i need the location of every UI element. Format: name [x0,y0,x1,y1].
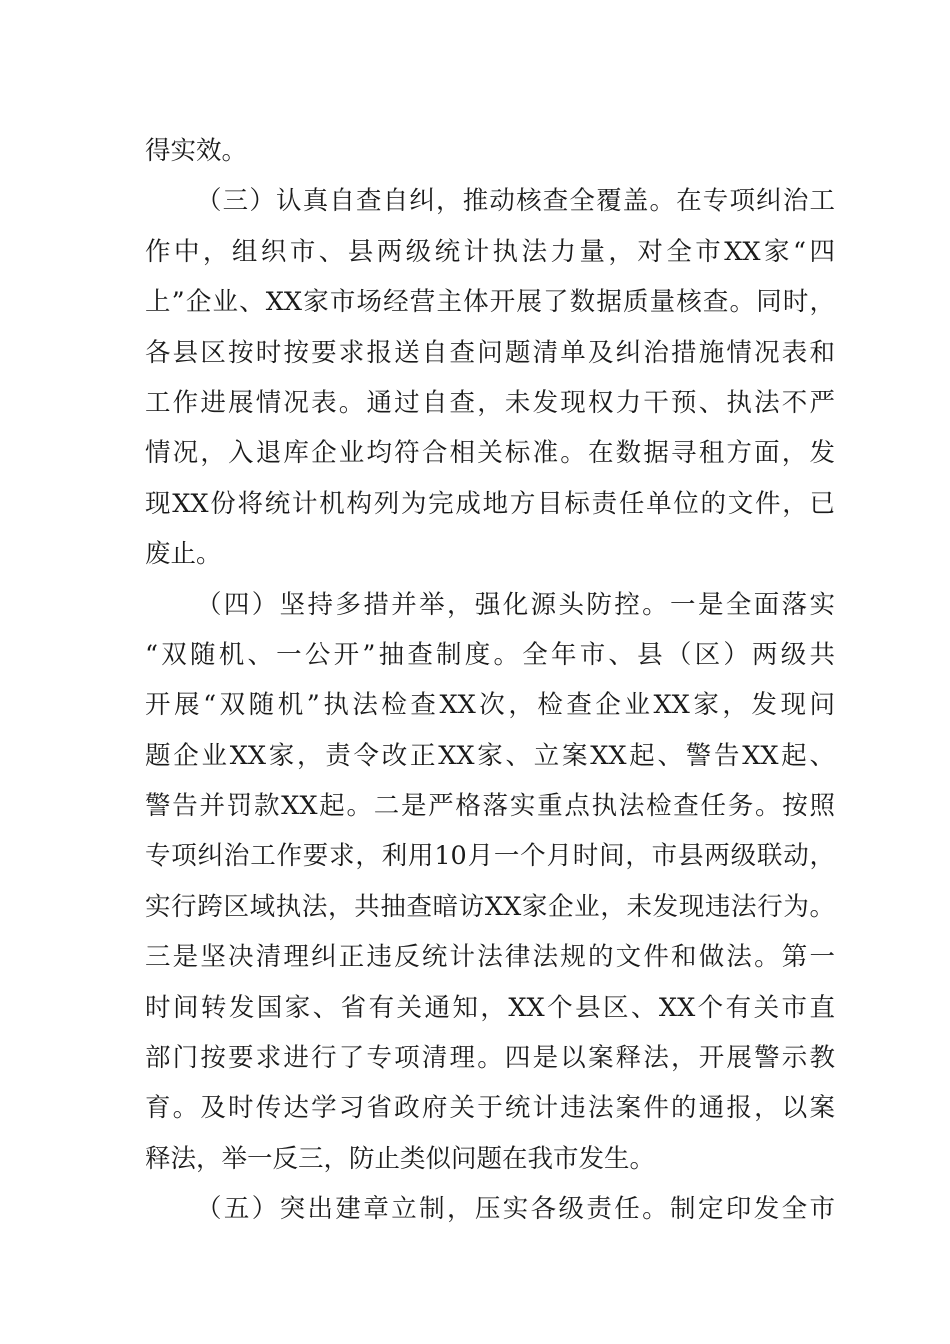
text-line: 得实效。 [145,136,248,166]
text-line: 现XX份将统计机构列为完成地方目标责任单位的文件，已 [145,488,835,519]
text-line: 释法，举一反三，防止类似问题在我市发生。 [145,1143,656,1174]
text-line: 三是坚决清理纠正违反统计法律法规的文件和做法。第一 [145,942,835,973]
paragraph-first-line: （三）认真自查自纠，推动核查全覆盖。在专项纠治工 [196,186,835,217]
text-line: 废止。 [145,539,222,570]
text-line: “双随机、一公开”抽查制度。全年市、县（区）两级共 [145,639,835,670]
document-body [145,126,835,1235]
text-line: 开展“双随机”执法检查XX次，检查企业XX家，发现问 [145,690,835,721]
text-line: 部门按要求进行了专项清理。四是以案释法，开展警示教 [145,1043,835,1074]
text-line: 作中，组织市、县两级统计执法力量，对全市XX家“四 [145,236,835,267]
text-line: 警告并罚款XX起。二是严格落实重点执法检查任务。按照 [145,791,835,822]
text-line: 各县区按时按要求报送自查问题清单及纠治措施情况表和 [145,337,835,368]
text-line: 专项纠治工作要求，利用10月一个月时间，市县两级联动， [145,841,835,872]
paragraph-first-line: （四）坚持多措并举，强化源头防控。一是全面落实 [196,589,835,620]
text-line: 时间转发国家、省有关通知，XX个县区、XX个有关市直 [145,992,835,1023]
text-line: 工作进展情况表。通过自查，未发现权力干预、执法不严 [145,387,835,418]
text-line: 情况，入退库企业均符合相关标准。在数据寻租方面，发 [145,438,835,469]
text-line: 实行跨区域执法，共抽查暗访XX家企业，未发现违法行为。 [145,891,835,922]
paragraph-first-line: （五）突出建章立制，压实各级责任。制定印发全市 [196,1194,835,1225]
text-line: 育。及时传达学习省政府关于统计违法案件的通报，以案 [145,1093,835,1124]
text-line: 题企业XX家，责令改正XX家、立案XX起、警告XX起、 [145,740,835,771]
text-line: 上”企业、XX家市场经营主体开展了数据质量核查。同时， [145,287,835,318]
